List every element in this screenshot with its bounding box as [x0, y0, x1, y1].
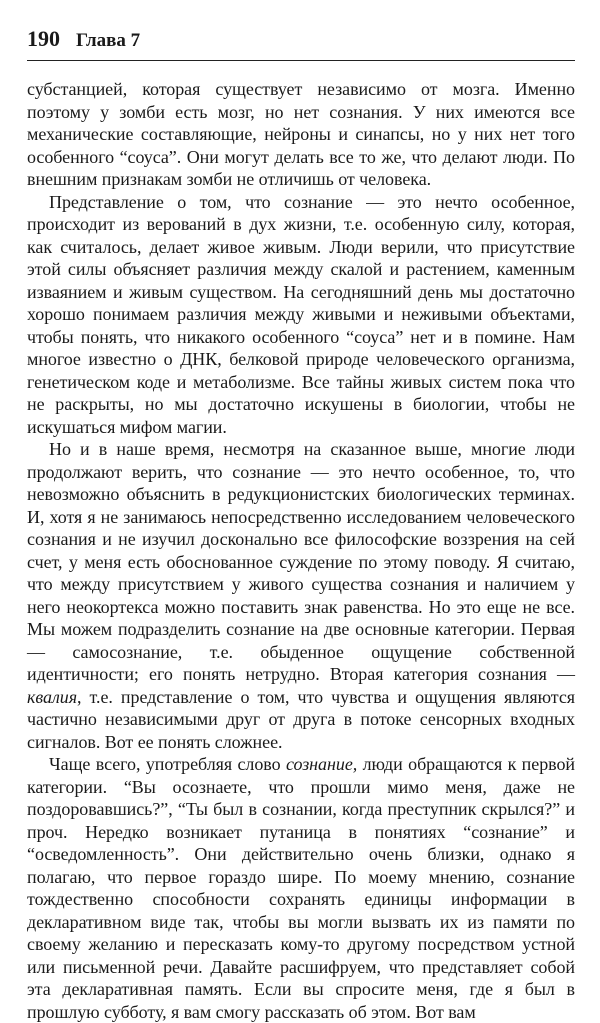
- paragraph-2-text: Представление о том, что сознание — это нечто особенное, происходит из верований в дух жизни, т.е. особенную силу, которая, как считалось, делает живое живым. Люди верили, что присутствие этой силы объясняет различия между скалой и растением, каменным изваянием и живым существом. На сегодняшний день мы достаточно хорошо понимаем различия между живыми и неживыми объектами, чтобы понять, что никакого особенного “соуса” нет и в помине. Нам многое известно о ДНК, белковой природе человеческого организма, генетическом коде и метаболизме. Все тайны живых систем пока что не раскрыты, но мы достаточно искушены в биологии, чтобы не искушаться мифом магии.: [27, 191, 575, 437]
- paragraph-3: [27, 438, 575, 753]
- paragraph-3-italic-term: квалия: [27, 686, 78, 707]
- page-number: 190: [27, 26, 60, 51]
- paragraph-4: [27, 753, 575, 1023]
- book-page: [27, 26, 575, 1023]
- paragraph-2: [27, 191, 575, 439]
- paragraph-4-italic-term: сознание,: [285, 754, 358, 774]
- body-text: [27, 78, 575, 1023]
- paragraph-4-text-b: люди обращаются к первой категории. “Вы осознаете, что прошли мимо меня, даже не поздоровавшись?”, “Ты был в сознании, когда преступник скрылся?” и проч. Нередко возникает путаница в понятиях “сознание” и “осведомленность”. Они действительно очень близки, однако я полагаю, что первое гораздо шире. По моему мнению, сознание тождественно способности сохранять единицы информации в декларативном виде так, чтобы вы могли вызвать их из памяти по своему желанию и пересказать кому-то другому посредством устной или письменной речи. Давайте расшифруем, что представляет собой эта декларативная память. Если вы спросите меня, где я был в прошлую субботу, я вам смогу рассказать об этом. Вот вам: [27, 754, 576, 1022]
- paragraph-1-text: субстанцией, которая существует независимо от мозга. Именно поэтому у зомби есть мозг, но нет сознания. У них имеются все механические составляющие, нейроны и синапсы, но у них нет того особенного “соуса”. Они могут делать все то же, что делают люди. По внешним признакам зомби не отличишь от человека.: [27, 79, 575, 189]
- paragraph-4-text-a: Чаще всего, употребляя слово: [49, 754, 286, 774]
- paragraph-1: [27, 78, 575, 191]
- paragraph-3-text-a: Но и в наше время, несмотря на сказанное выше, многие люди продолжают верить, что сознание — это нечто особенное, то, что невозможно объяснить в редукционистских биологических терминах. И, хотя я не занимаюсь непосредственно исследованием человеческого сознания и не изучил досконально все философские воззрения на сей счет, у меня есть обоснованное суждение по этому поводу. Я считаю, что между присутствием у живого существа сознания и наличием у него неокортекса можно поставить знак равенства. Но это еще не все. Мы можем подразделить сознание на две основные категории. Первая — самосознание, т.е. обыденное ощущение собственной идентичности; его понять нетрудно. Вторая категория сознания —: [27, 439, 575, 684]
- paragraph-3-text-b: , т.е. представление о том, что чувства и ощущения являются частично независимыми друг от друга в потоке сенсорных входных сигналов. Вот ее понять сложнее.: [27, 686, 575, 752]
- running-head: [27, 26, 575, 61]
- chapter-label: Глава 7: [76, 30, 141, 51]
